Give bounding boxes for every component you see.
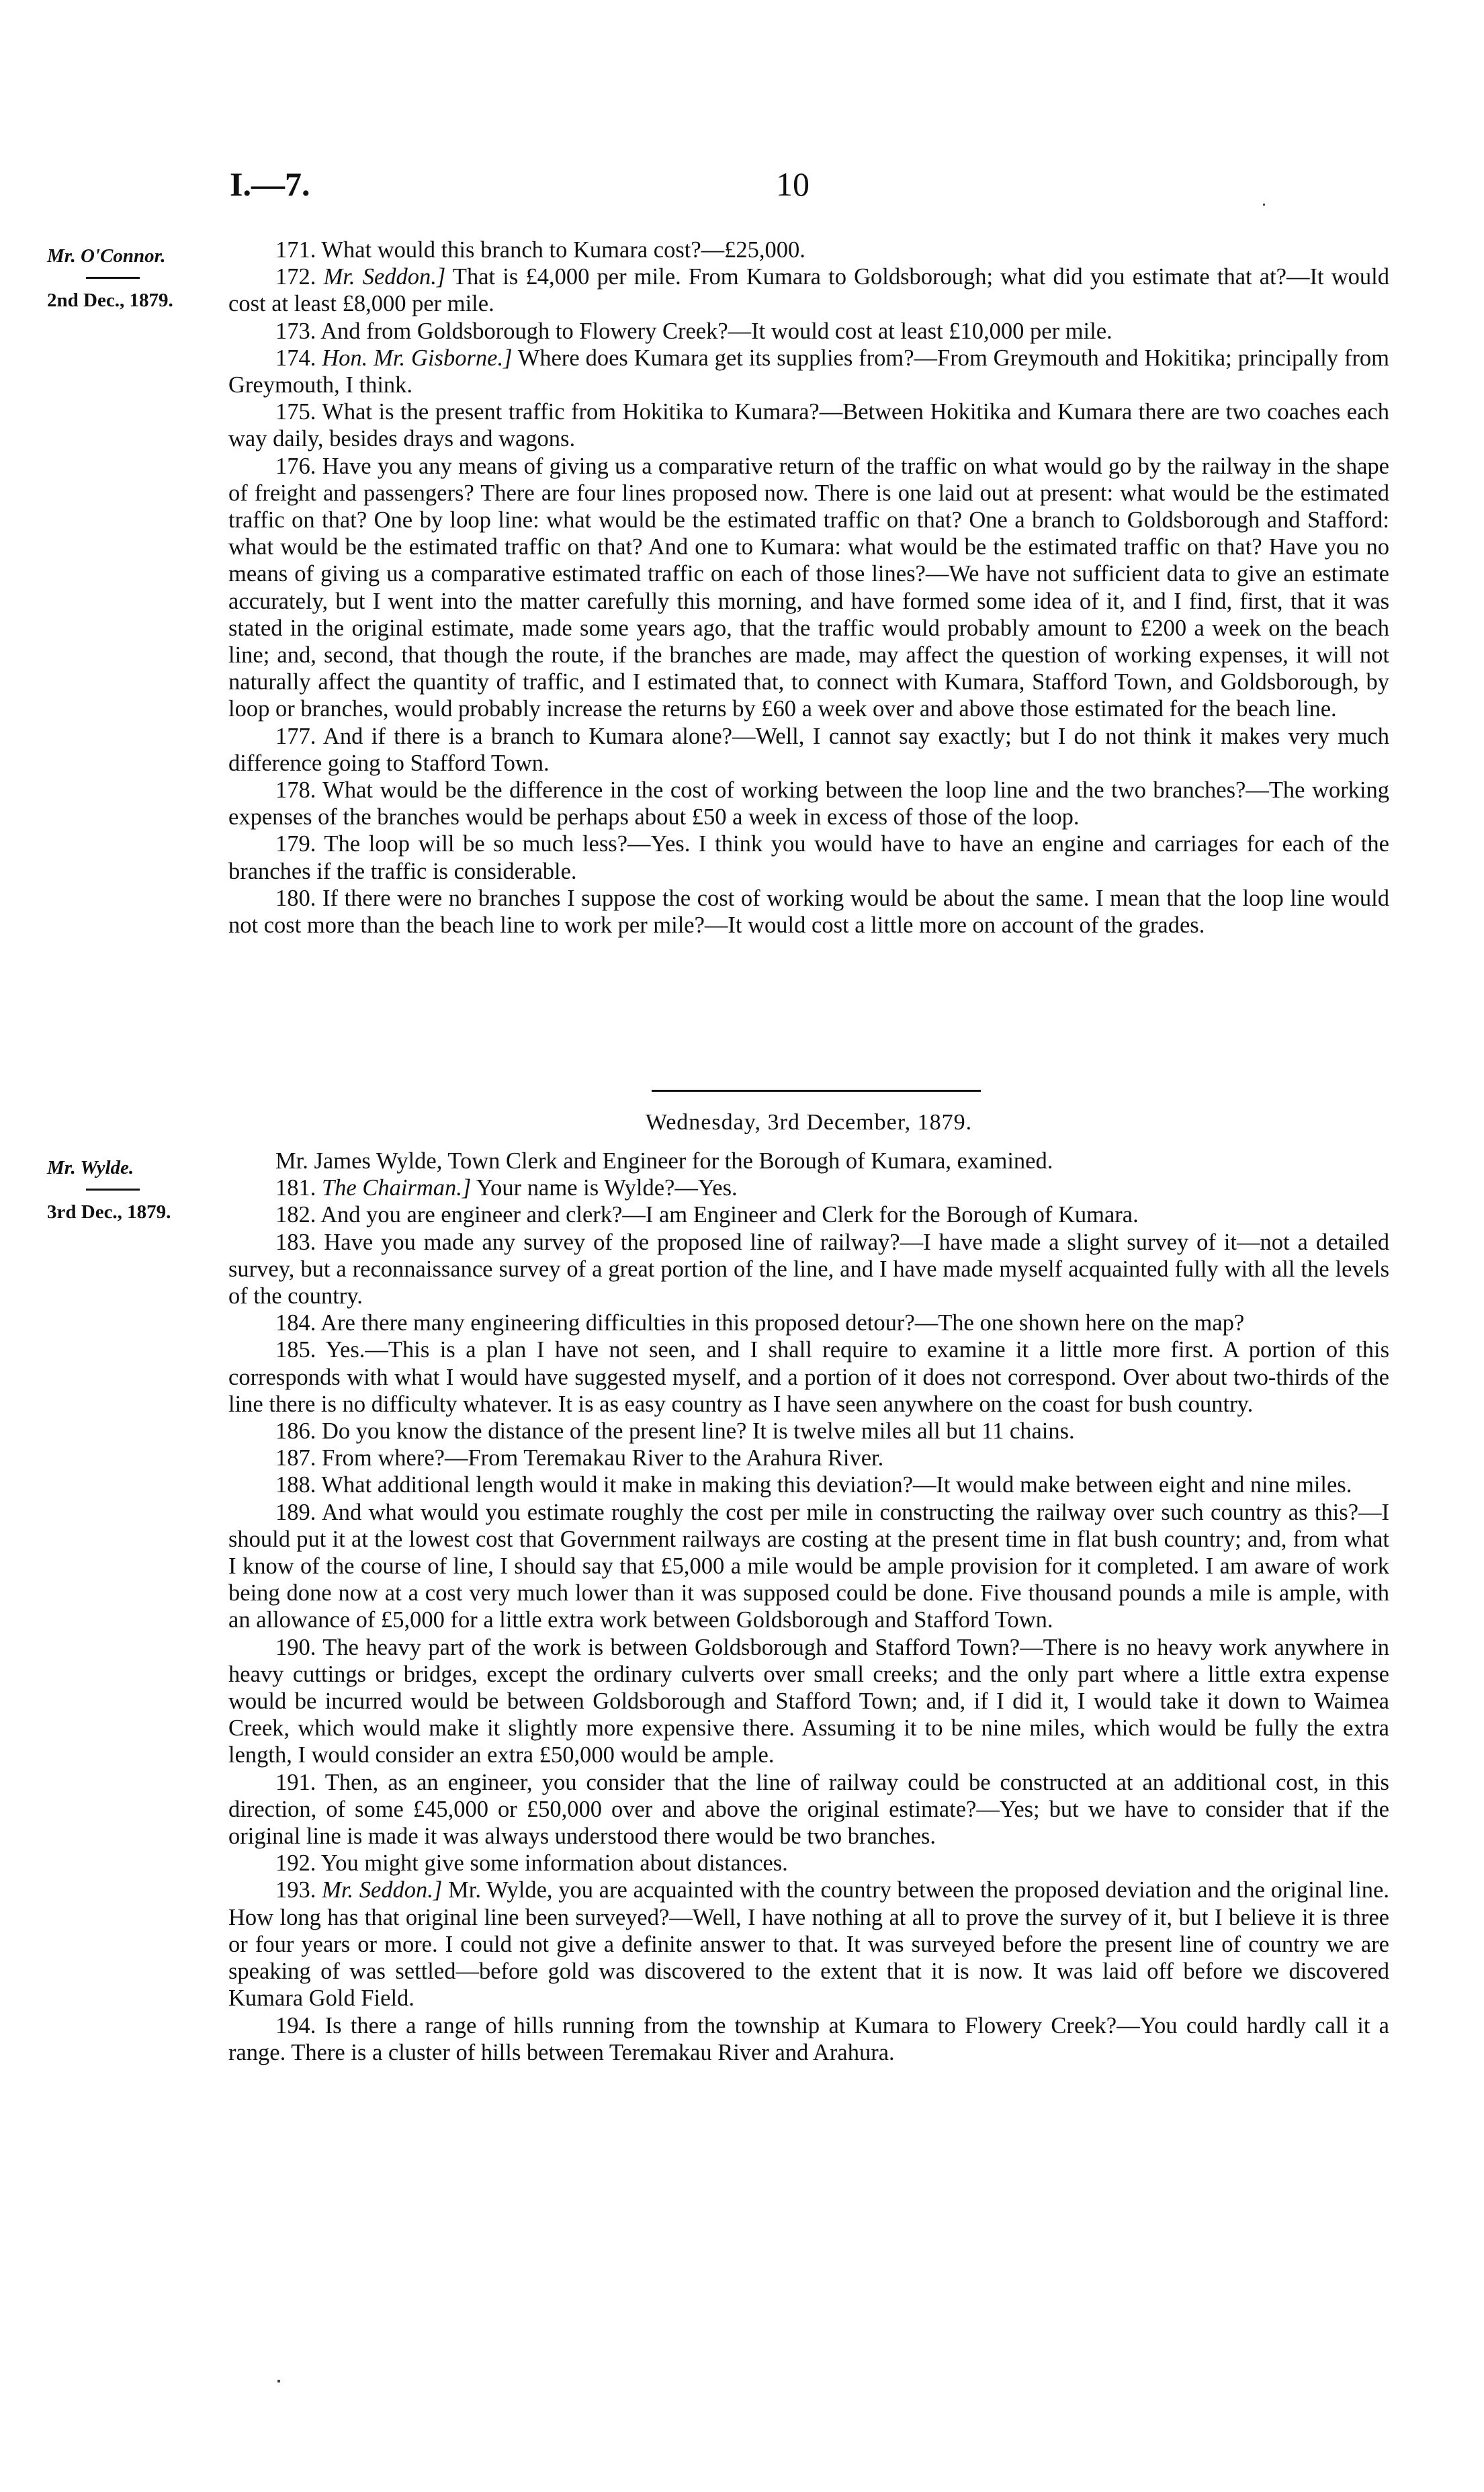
question-paragraph: [228, 1174, 1389, 1201]
evidence-section-2: [228, 1148, 1389, 2066]
question-number: 182.: [275, 1202, 316, 1228]
question-paragraph: [228, 1445, 1389, 1471]
question-text: Have you made any survey of the proposed line of railway?—I have made a slight survey of it—not a detailed survey, but a reconnaissance survey of a great portion of the line, and I have made myself acquainted fully with all the levels of the country.: [228, 1229, 1390, 1309]
witness-date: 3rd Dec., 1879.: [47, 1201, 171, 1223]
question-number: 172.: [275, 264, 316, 290]
question-text: And you are engineer and clerk?—I am Engineer and Clerk for the Borough of Kumara.: [320, 1202, 1139, 1228]
question-paragraph: [228, 2012, 1389, 2066]
question-paragraph: [228, 1499, 1389, 1634]
question-text: You might give some information about distances.: [320, 1850, 788, 1877]
question-paragraph: [228, 1769, 1389, 1850]
day-heading: Wednesday, 3rd December, 1879.: [645, 1110, 973, 1135]
question-text: The loop will be so much less?—Yes. I think you would have to have an engine and carriages for each of the branches if the traffic is considerable.: [228, 831, 1389, 884]
question-number: 185.: [275, 1337, 316, 1363]
question-text: Are there many engineering difficulties in this proposed detour?—The one shown here on the map?: [320, 1310, 1245, 1336]
question-paragraph: [228, 777, 1389, 830]
question-paragraph: [228, 1336, 1389, 1418]
question-number: 188.: [275, 1472, 316, 1498]
speck: [277, 2380, 280, 2382]
question-text: Then, as an engineer, you consider that the line of railway could be constructed at an additional cost, in this direction, of some £45,000 or £50,000 over and above the original estimate?—Yes; but we have to consider that if the original line is made it was always understood there would be two branches.: [228, 1769, 1389, 1850]
question-text: Mr. James Wylde, Town Clerk and Engineer for the Borough of Kumara, examined.: [275, 1148, 1053, 1174]
question-text: And from Goldsborough to Flowery Creek?—It would cost at least £10,000 per mile.: [320, 318, 1112, 344]
speaker-name: Hon. Mr. Gisborne.]: [322, 345, 513, 371]
question-text: Is there a range of hills running from the township at Kumara to Flowery Creek?—You could hardly call it a range. There is a cluster of hills between Teremakau River and Arahura.: [228, 2012, 1389, 2065]
question-paragraph: [228, 237, 1389, 263]
question-text: If there were no branches I suppose the cost of working would be about the same. I mean that the loop line would not cost more than the beach line to work per mile?—It would cost a little more on account of the grades.: [228, 885, 1389, 939]
question-text: What is the present traffic from Hokitika to Kumara?—Between Hokitika and Kumara there are two coaches each way daily, besides drays and wagons.: [228, 399, 1389, 452]
question-paragraph: [228, 1877, 1389, 2012]
speck: [1263, 204, 1265, 206]
question-number: 176.: [275, 453, 316, 479]
margin-note-oconnor: [47, 244, 222, 313]
question-paragraph: [228, 1418, 1389, 1445]
question-paragraph: [228, 885, 1389, 939]
witness-date: 2nd Dec., 1879.: [47, 290, 173, 311]
witness-name: Mr. O'Connor.: [47, 245, 166, 267]
question-paragraph: [228, 1309, 1389, 1336]
question-text: The heavy part of the work is between Goldsborough and Stafford Town?—There is no heavy work anywhere in heavy cuttings or bridges, except the ordinary culverts over small creeks; and the only part where a little extra expense would be incurred would be between Goldsborough and Stafford Town; and, if I did it, I would take it down to Waimea Creek, which would make it slightly more expensive there. Assuming it to be nine miles, which would be fully the extra length, I would consider an extra £50,000 would be ample.: [228, 1634, 1389, 1768]
question-number: 177.: [275, 723, 316, 749]
question-text: And if there is a branch to Kumara alone?—Well, I cannot say exactly; but I do not think it makes very much difference going to Stafford Town.: [228, 723, 1389, 776]
question-text: And what would you estimate roughly the cost per mile in constructing the railway over such country as this?—I should put it at the lowest cost that Government railways are costing at the present time in flat bush country; and, from what I know of the course of line, I should say that £5,000 a mile would be ample provision for it completed. I am aware of work being done now at a cost very much lower than it was supposed could be done. Five thousand pounds a mile is ample, with an allowance of £5,000 for a little extra work between Goldsborough and Stafford Town.: [228, 1499, 1389, 1633]
evidence-section-1: [228, 237, 1389, 939]
margin-rule: [86, 1189, 140, 1191]
question-text: Do you know the distance of the present line? It is twelve miles all but 11 chains.: [322, 1418, 1075, 1445]
question-number: 192.: [275, 1850, 316, 1877]
question-paragraph: [228, 1850, 1389, 1877]
question-text: Your name is Wylde?—Yes.: [471, 1175, 738, 1201]
header-ref: I.—7.: [230, 165, 310, 203]
question-paragraph: [228, 318, 1389, 345]
margin-rule: [86, 277, 140, 279]
speaker-name: The Chairman.]: [322, 1175, 472, 1201]
question-paragraph: [228, 1148, 1389, 1174]
speaker-name: Mr. Seddon.]: [322, 1877, 443, 1903]
question-number: 189.: [275, 1499, 316, 1525]
section-divider: [652, 1090, 981, 1092]
question-number: 178.: [275, 777, 316, 804]
question-text: What would this branch to Kumara cost?—£25,000.: [321, 237, 805, 263]
question-paragraph: [228, 1471, 1389, 1498]
question-number: 187.: [275, 1445, 316, 1471]
question-text: Mr. Wylde, you are acquainted with the country between the proposed deviation and the original line. How long has that original line been surveyed?—Well, I have nothing at all to prove the survey of it, but I believe it is three or four years or more. I could not give a definite answer to that. It was surveyed before the present line of country we are speaking of was settled—before gold was discovered to the extent that it is now. It was laid off before we discovered Kumara Gold Field.: [228, 1877, 1389, 2012]
question-number: 191.: [275, 1769, 316, 1795]
question-number: 186.: [275, 1418, 316, 1445]
question-number: 174.: [275, 345, 316, 371]
question-text: That is £4,000 per mile. From Kumara to Goldsborough; what did you estimate that at?—It would cost at least £8,000 per mile.: [228, 264, 1390, 317]
margin-note-wylde: [47, 1156, 222, 1225]
question-paragraph: [228, 1634, 1389, 1769]
question-paragraph: [228, 723, 1389, 777]
question-paragraph: [228, 398, 1389, 452]
question-text: Yes.—This is a plan I have not seen, and I shall require to examine it a little more first. A portion of this corresponds with what I would have suggested myself, and a portion of it does not correspond. Over about two-thirds of the line there is no difficulty whatever. It is as easy country as I have seen anywhere on the coast for bush country.: [228, 1337, 1389, 1417]
question-number: 184.: [275, 1310, 316, 1336]
question-number: 190.: [275, 1634, 316, 1660]
question-number: 175.: [275, 399, 316, 425]
question-paragraph: [228, 1201, 1389, 1228]
question-text: Have you any means of giving us a comparative return of the traffic on what would go by the railway in the shape of freight and passengers? There are four lines proposed now. There is one laid out at present: what would be the estimated traffic on that? One by loop line: what would be the estimated traffic on that? One a branch to Goldsborough and Stafford: what would be the estimated traffic on that? And one to Kumara: what would be the estimated traffic on that? Have you no means of giving us a comparative estimated traffic on each of those lines?—We have not sufficient data to give an estimate accurately, but I went into the matter carefully this morning, and have formed some idea of it, and I find, first, that it was stated in the original estimate, made some years ago, that the traffic would probably amount to £200 a week on the beach line; and, second, that though the route, if the branches are made, may affect the question of working expenses, it will not naturally affect the quantity of traffic, and I estimated that, to connect with Kumara, Stafford Town, and Goldsborough, by loop or branches, would probably increase the returns by £60 a week over and above those estimated for the beach line.: [228, 453, 1389, 722]
question-number: 193.: [275, 1877, 316, 1903]
question-number: 171.: [275, 237, 316, 263]
question-paragraph: [228, 345, 1389, 398]
question-paragraph: [228, 1229, 1389, 1310]
question-paragraph: [228, 830, 1389, 884]
page-number: 10: [776, 165, 810, 203]
question-text: What would be the difference in the cost of working between the loop line and the two branches?—The working expenses of the branches would be perhaps about £50 a week in excess of those of the loop.: [228, 777, 1389, 830]
question-paragraph: [228, 453, 1389, 723]
witness-name: Mr. Wylde.: [47, 1157, 134, 1178]
question-text: What additional length would it make in making this deviation?—It would make between eight and nine miles.: [321, 1472, 1352, 1498]
speaker-name: Mr. Seddon.]: [323, 264, 446, 290]
question-number: 183.: [275, 1229, 316, 1255]
question-number: 194.: [275, 2012, 316, 2038]
question-number: 179.: [275, 831, 316, 857]
question-paragraph: [228, 263, 1389, 317]
question-number: 181.: [275, 1175, 316, 1201]
question-number: 180.: [275, 885, 316, 911]
question-text: From where?—From Teremakau River to the Arahura River.: [322, 1445, 884, 1471]
question-number: 173.: [275, 318, 316, 344]
question-text: Where does Kumara get its supplies from?—From Greymouth and Hokitika; principally from Greymouth, I think.: [228, 345, 1389, 398]
